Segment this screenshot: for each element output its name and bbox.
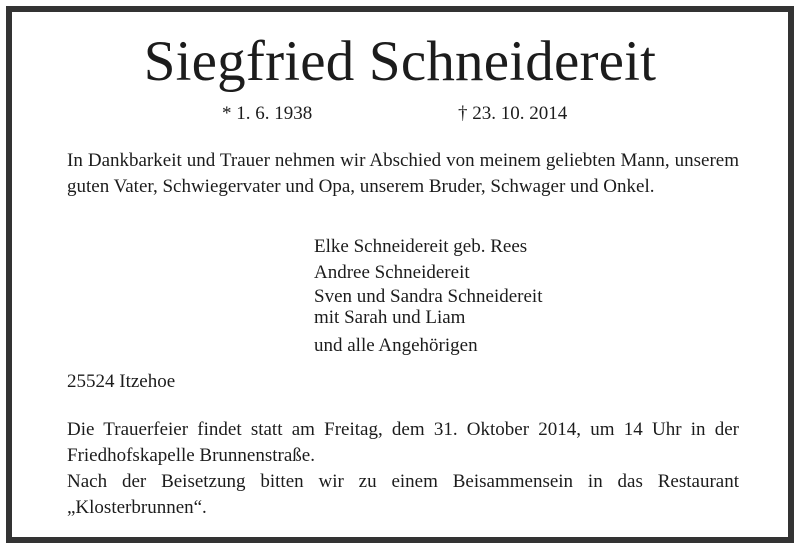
mourner-line: Elke Schneidereit geb. Rees [314,236,528,257]
mourner-line: und alle Angehörigen [314,335,478,356]
location-line: 25524 Itzehoe [67,371,176,392]
death-date: † 23. 10. 2014 [458,103,568,124]
intro-paragraph: In Dankbarkeit und Trauer nehmen wir Abschied von meinem geliebten Mann, unserem guten Vater, Schwiegervater und Opa, unserem Bruder, Schwager und Onkel. [67,150,739,197]
birth-date: * 1. 6. 1938 [222,103,313,124]
obituary-notice [12,12,788,537]
mourner-line: Sven und Sandra Schneidereit [314,286,543,307]
deceased-name: Siegfried Schneidereit [143,30,657,93]
reception-paragraph: Nach der Beisetzung bitten wir zu einem Beisammensein in das Restaurant „Klosterbrunnen“. [67,471,739,518]
life-dates [12,102,788,126]
mourner-line: mit Sarah und Liam [314,307,466,328]
mourner-line: Andree Schneidereit [314,262,470,283]
mourners-list [314,234,734,359]
notice-frame [6,6,794,543]
funeral-paragraph: Die Trauerfeier findet statt am Freitag, dem 31. Oktober 2014, um 14 Uhr in der Friedhofskapelle Brunnenstraße. [67,419,739,466]
